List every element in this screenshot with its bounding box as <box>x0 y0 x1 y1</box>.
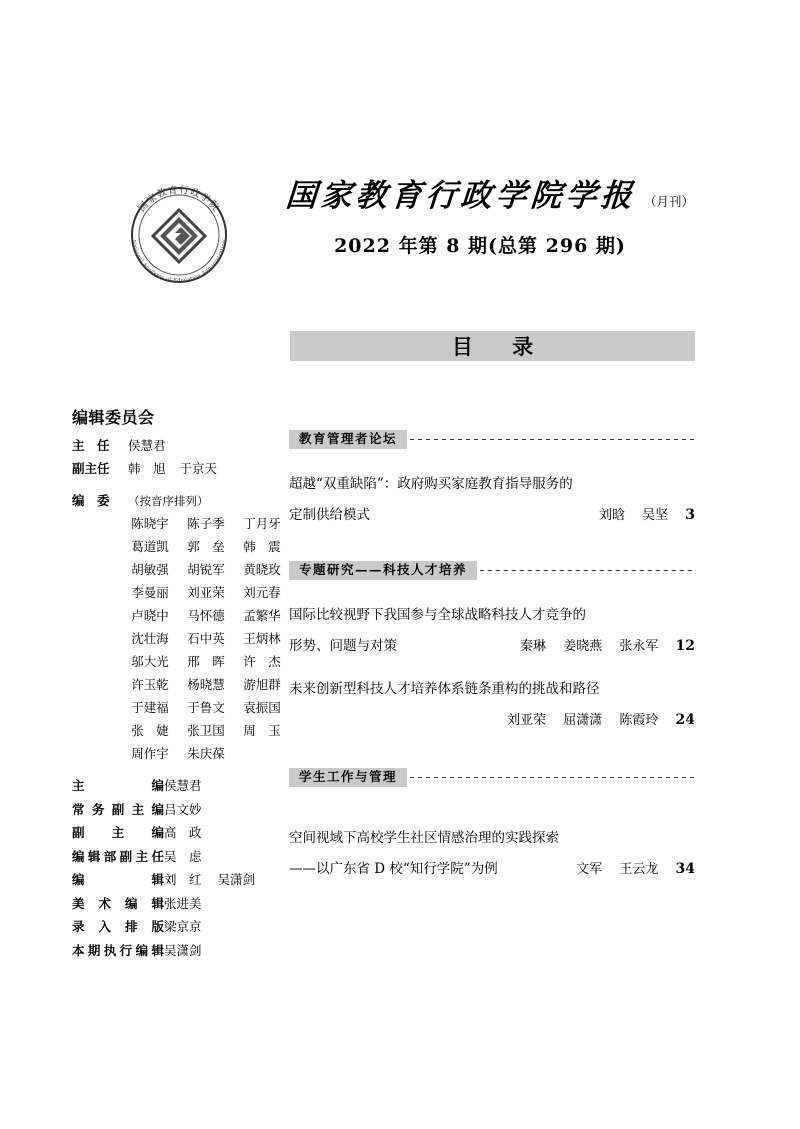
staff-value <box>164 776 202 794</box>
staff-label-char: 辑 <box>151 942 164 958</box>
board-name: 陈晓宇 <box>131 516 169 531</box>
board-members-note: （按音序排列） <box>128 494 209 508</box>
staff-row <box>72 917 287 935</box>
board-label-director: 主 任 <box>72 438 110 453</box>
toc-article-author: 姜晓燕 <box>563 639 603 654</box>
staff-label-char: 常 <box>72 801 85 817</box>
staff-name: 张进美 <box>164 895 202 911</box>
toc-article-title-line-2: 形势、问题与对策 <box>289 638 397 654</box>
staff-name: 高 政 <box>164 825 202 840</box>
board-member-row <box>122 652 282 670</box>
board-row-deputy-director <box>72 459 282 477</box>
staff-label-char: 编 <box>124 895 138 911</box>
staff-list <box>72 776 287 964</box>
journal-logo <box>118 178 240 288</box>
board-name: 陈子季 <box>187 516 225 531</box>
board-name: 韩 震 <box>243 539 281 554</box>
contents-banner-label: 目 录 <box>451 334 550 359</box>
staff-label-char: 行 <box>119 942 133 958</box>
toc-article-line <box>289 600 695 631</box>
board-member-row <box>122 583 282 601</box>
toc-article-author: 秦琳 <box>520 639 547 654</box>
board-name: 胡敏强 <box>131 562 169 577</box>
staff-label <box>72 776 164 794</box>
toc-article-line <box>289 674 695 705</box>
toc-article-line <box>289 631 695 662</box>
board-name: 马怀德 <box>187 608 225 623</box>
toc-article-page: 24 <box>675 712 695 728</box>
board-row-director <box>72 436 282 454</box>
board-name: 刘亚荣 <box>187 585 225 600</box>
board-name: 刘元春 <box>243 585 281 600</box>
board-value-deputy-director <box>128 459 227 477</box>
staff-value <box>164 847 202 865</box>
board-label-deputy-director: 副主任 <box>72 461 110 476</box>
board-name: 游旭群 <box>243 677 281 692</box>
staff-name: 吕文妙 <box>164 801 202 817</box>
journal-issue-line: 2022 年第 8 期(总第 296 期) <box>334 235 626 257</box>
board-name: 杨晓慧 <box>187 677 225 692</box>
board-name: 王炳林 <box>243 631 281 646</box>
staff-label-char: 务 <box>91 801 105 817</box>
staff-name: 吴潇剑 <box>164 942 202 958</box>
toc-article-meta <box>576 854 695 885</box>
staff-label <box>72 800 164 818</box>
staff-row <box>72 941 287 959</box>
staff-name: 梁京京 <box>164 919 202 934</box>
staff-label-char: 编 <box>151 825 164 840</box>
toc-article-author: 刘亚荣 <box>507 713 547 728</box>
toc-section-dashed-rule <box>480 564 695 578</box>
staff-label-char: 主 <box>111 825 125 840</box>
toc-section-dashed-rule <box>410 771 695 785</box>
staff-row <box>72 800 287 818</box>
board-name: 于京天 <box>179 461 218 476</box>
board-name <box>234 744 290 762</box>
board-name: 侯慧君 <box>128 438 166 453</box>
toc-section-title: 教育管理者论坛 <box>289 430 407 449</box>
staff-row <box>72 894 287 912</box>
staff-name: 侯慧君 <box>164 778 202 793</box>
toc-section-header <box>289 430 695 449</box>
journal-title: 国家教育行政学院学报 <box>284 178 638 214</box>
staff-label-char: 编 <box>72 872 85 887</box>
board-name: 许 杰 <box>243 654 281 669</box>
board-name: 石中英 <box>187 631 225 646</box>
journal-periodicity: （月刊） <box>644 194 695 209</box>
logo-top-arc-text: 国家教育行政学院 <box>136 184 222 215</box>
editorial-board <box>72 405 282 767</box>
toc-section <box>289 430 695 531</box>
toc-article-author: 王云龙 <box>619 862 659 877</box>
staff-row <box>72 870 287 888</box>
staff-value <box>164 941 202 959</box>
staff-label <box>72 917 164 935</box>
toc-article[interactable] <box>289 674 695 736</box>
toc-article-page: 34 <box>675 861 695 877</box>
toc-article-author: 陈霞玲 <box>619 713 659 728</box>
board-member-row <box>122 721 282 739</box>
staff-label-char: 版 <box>151 919 164 934</box>
contents-banner <box>290 331 695 361</box>
toc-section <box>289 768 695 885</box>
board-member-row <box>122 560 282 578</box>
board-name: 孟繁华 <box>243 608 281 623</box>
toc-article-line <box>289 469 695 500</box>
staff-label <box>72 847 164 865</box>
board-members-list <box>72 514 282 762</box>
masthead <box>0 170 800 290</box>
toc-article-meta <box>507 705 695 736</box>
staff-value <box>164 800 202 818</box>
board-name: 朱庆葆 <box>187 746 225 761</box>
board-name: 周作宇 <box>131 746 169 761</box>
staff-label-char: 主 <box>135 848 149 864</box>
staff-name: 吴潇剑 <box>217 872 256 887</box>
board-name: 于鲁文 <box>187 700 225 715</box>
board-name: 张卫国 <box>187 723 225 738</box>
staff-label <box>72 894 164 912</box>
board-name: 周 玉 <box>243 723 281 738</box>
toc-article[interactable] <box>289 823 695 885</box>
board-name: 胡锐军 <box>187 562 225 577</box>
staff-label-char: 辑 <box>151 872 164 887</box>
toc-article-title-line-2: 定制供给模式 <box>289 507 370 523</box>
staff-row <box>72 823 287 841</box>
toc-section <box>289 561 695 736</box>
board-value-director <box>128 436 176 454</box>
board-name: 葛道凯 <box>131 539 169 554</box>
toc-article-author: 文军 <box>576 862 603 877</box>
staff-label-char: 排 <box>124 919 138 934</box>
staff-label-char: 辑 <box>87 848 101 864</box>
toc-article-page: 12 <box>675 638 695 654</box>
toc-article-author: 刘晗 <box>598 508 625 523</box>
staff-label-char: 录 <box>72 919 85 934</box>
board-name: 沈壮海 <box>131 631 169 646</box>
board-row-members-header <box>72 491 282 509</box>
staff-label <box>72 823 164 841</box>
staff-label-char: 执 <box>103 942 117 958</box>
staff-label-char: 部 <box>103 848 117 864</box>
toc-article-line <box>289 500 695 531</box>
board-member-row <box>122 744 282 762</box>
staff-row <box>72 776 287 794</box>
board-name: 于建福 <box>131 700 169 715</box>
toc-article-title-line-1: 空间视域下高校学生社区情感治理的实践探索 <box>289 830 559 846</box>
toc-article-author: 屈潇潇 <box>563 713 603 728</box>
staff-label-char: 期 <box>87 942 101 958</box>
staff-label-char: 本 <box>72 942 85 958</box>
staff-label-char: 副 <box>72 825 85 840</box>
toc-article-line <box>289 823 695 854</box>
staff-value <box>164 917 202 935</box>
staff-value <box>164 894 202 912</box>
board-name: 李曼丽 <box>131 585 169 600</box>
staff-label-char: 辑 <box>151 895 164 911</box>
staff-value <box>164 823 202 841</box>
staff-label-char: 任 <box>151 848 164 864</box>
logo-bottom-arc-text: National Academy of Education Administration <box>130 239 228 285</box>
board-name: 邢 晖 <box>187 654 225 669</box>
toc-section-title: 专题研究——科技人才培养 <box>289 561 477 580</box>
table-of-contents <box>289 430 695 885</box>
staff-label-char: 主 <box>72 778 85 793</box>
title-block <box>280 170 710 258</box>
board-member-row <box>122 675 282 693</box>
staff-label-char: 编 <box>151 778 164 793</box>
board-name: 郭 垒 <box>187 539 225 554</box>
board-name: 袁振国 <box>243 700 281 715</box>
board-label-members: 编 委 <box>72 493 110 508</box>
toc-section-header <box>289 768 695 787</box>
toc-article-author: 吴坚 <box>642 508 669 523</box>
staff-label-char: 副 <box>119 848 133 864</box>
toc-article-author: 张永军 <box>619 639 659 654</box>
staff-name: 刘 红 <box>164 872 202 887</box>
staff-value <box>164 870 255 888</box>
board-name: 韩 旭 <box>128 461 166 476</box>
board-member-row <box>122 606 282 624</box>
toc-section-header <box>289 561 695 580</box>
board-member-row <box>122 629 282 647</box>
board-name: 黄晓玫 <box>243 562 281 577</box>
toc-article[interactable] <box>289 600 695 662</box>
toc-article-meta <box>599 500 695 531</box>
staff-label-char: 编 <box>151 801 164 817</box>
board-name: 张 婕 <box>131 723 169 738</box>
staff-name: 吴 虑 <box>164 848 202 864</box>
toc-section-title: 学生工作与管理 <box>289 768 407 787</box>
staff-label <box>72 870 164 888</box>
toc-article[interactable] <box>289 469 695 531</box>
toc-article-meta <box>520 631 695 662</box>
board-name: 邬大光 <box>131 654 169 669</box>
toc-article-title-line-1: 未来创新型科技人才培养体系链条重构的挑战和路径 <box>289 681 600 697</box>
board-name: 丁月牙 <box>243 516 281 531</box>
board-member-row <box>122 537 282 555</box>
staff-row <box>72 847 287 865</box>
staff-label <box>72 941 164 959</box>
staff-label-char: 主 <box>131 801 145 817</box>
toc-article-title-line-1: 国际比较视野下我国参与全球战略科技人才竞争的 <box>289 607 586 623</box>
toc-article-title-line-2: ——以广东省 D 校“知行学院”为例 <box>289 861 498 877</box>
staff-label-char: 编 <box>135 942 149 958</box>
board-name: 许玉乾 <box>131 677 169 692</box>
toc-article-page: 3 <box>685 507 695 523</box>
academy-seal-icon <box>118 178 240 288</box>
staff-label-char: 入 <box>98 919 111 934</box>
board-member-row <box>122 698 282 716</box>
board-name: 卢晓中 <box>131 608 169 623</box>
board-member-row <box>122 514 282 532</box>
toc-section-dashed-rule <box>410 433 695 447</box>
toc-article-title-line-1: 超越“双重缺陷”：政府购买家庭教育指导服务的 <box>289 476 573 492</box>
toc-article-line <box>289 705 695 736</box>
editorial-board-heading: 编辑委员会 <box>72 408 155 427</box>
staff-label-char: 术 <box>98 895 111 911</box>
toc-article-line <box>289 854 695 885</box>
staff-label-char: 编 <box>72 848 85 864</box>
staff-label-char: 副 <box>111 801 125 817</box>
staff-label-char: 美 <box>72 895 85 911</box>
